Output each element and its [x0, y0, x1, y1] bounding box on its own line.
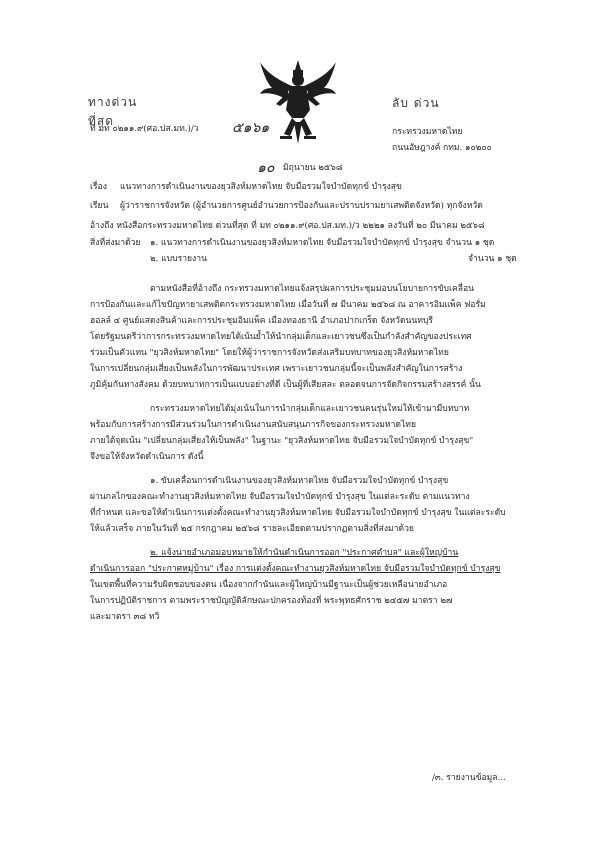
paragraph-1-line: โดยรัฐมนตรีว่าการกระทรวงมหาดไทยได้เน้นย้ำให้นำกลุ่มเด็กและเยาวชนซึ่งเป็นกำลังสำคัญของประเทศ	[90, 332, 472, 342]
paragraph-1-line: ในการเปลี่ยนกลุ่มเสี่ยงเป็นพลังในการพัฒนาประเทศ เพราะเยาวชนกลุ่มนี้จะเป็นพลังสำคัญในการสร้าง	[90, 364, 463, 374]
paragraph-3-line: ให้แล้วเสร็จ ภายในวันที่ ๒๕ กรกฎาคม ๒๕๖๘ รายละเอียดตามปรากฏตามสิ่งที่ส่งมาด้วย	[90, 524, 414, 534]
paragraph-2-line: พร้อมกับการสร้างการมีส่วนร่วมในการดำเนินงานสนับสนุนภารกิจของกระทรวงมหาดไทย	[90, 420, 417, 430]
paragraph-4-line: ในเขตพื้นที่ความรับผิดชอบของตน เนื่องจากกำนันและผู้ใหญ่บ้านมีฐานะเป็นผู้ช่วยเหลือนายอำเภอ	[90, 580, 448, 590]
paragraph-4-line: ในการปฏิบัติราชการ ตามพระราชบัญญัติลักษณะปกครองท้องที่ พระพุทธศักราช ๒๔๕๗ มาตรา ๒๗	[90, 596, 453, 606]
enclosure-label: สิ่งที่ส่งมาด้วย	[90, 238, 141, 248]
subject: แนวทางการดำเนินงานของยุวสิงห์มหาดไทย จับมือรวมใจบำบัดทุกข์ บำรุงสุข	[120, 182, 402, 192]
paragraph-1-line: ฮอลล์ ๔ ศูนย์แสดงสินค้าและการประชุมอิมแพ็ค เมืองทองธานี อำเภอปากเกร็ด จังหวัดนนทบุรี	[90, 316, 434, 326]
urgency-stamp: ทางด่วนที่สุด	[88, 95, 138, 128]
enclosure-item-2-qty: จำนวน ๑ ชุด	[468, 254, 517, 264]
paragraph-1-line: การป้องกันและแก้ไขปัญหายาเสพติดกระทรวงมหาดไทย เมื่อวันที่ ๗ มีนาคม ๒๕๖๘ ณ อาคารอิมแพ็ค ฟอรั่ม	[90, 300, 486, 310]
ministry-name: กระทรวงมหาดไทย	[392, 127, 463, 137]
paragraph-2-line: จึงขอให้จังหวัดดำเนินการ ดังนี้	[90, 452, 204, 462]
document-number-handwritten: ๕๑๖๑	[232, 120, 270, 136]
recipient: ผู้ว่าราชการจังหวัด (ผู้อำนวยการศูนย์อำนวยการป้องกันและปราบปรามยาเสพติดจังหวัด) ทุกจังหวัด	[120, 201, 483, 211]
paragraph-4-line: และมาตรา ๓๘ ทวิ	[90, 612, 160, 622]
date: มิถุนายน ๒๕๖๘	[283, 163, 343, 173]
paragraph-3-line: ๑. ขับเคลื่อนการดำเนินงานของยุวสิงห์มหาดไทย จับมือรวมใจบำบัดทุกข์ บำรุงสุข	[150, 476, 449, 486]
date-day-handwritten: ๑๐	[257, 160, 275, 176]
paragraph-1-line: ร่วมเป็นตัวแทน "ยุวสิงห์มหาดไทย" โดยให้ผู้ว่าราชการจังหวัดส่งเสริมบทบาทของยุวสิงห์มหาดไทย	[90, 348, 449, 358]
paragraph-4-line: ดำเนินการออก "ประกาศหมู่บ้าน" เรื่อง การแต่งตั้งคณะทำงานยุวสิงห์มหาดไทย จับมือรวมใจบำบัดทุกข์ บำรุงสุข	[90, 564, 501, 574]
paragraph-3-line: ผ่านกลไกของคณะทำงานยุวสิงห์มหาดไทย จับมือรวมใจบำบัดทุกข์ บำรุงสุข ในแต่ละระดับ ตามแนวทาง	[90, 492, 470, 502]
paragraph-4-line: ๒. แจ้งนายอำเภอมอบหมายให้กำนันดำเนินการออก "ประกาศตำบล" และผู้ใหญ่บ้าน	[150, 548, 459, 558]
paragraph-1-line: ตามหนังสือที่อ้างถึง กระทรวงมหาดไทยแจ้งสรุปผลการประชุมมอบนโยบายการขับเคลื่อน	[150, 284, 474, 294]
paragraph-2-line: กระทรวงมหาดไทยได้มุ่งเน้นในการนำกลุ่มเด็กและเยาวชนคนรุ่นใหม่ให้เข้ามามีบทบาท	[150, 404, 470, 414]
reference: อ้างถึง หนังสือกระทรวงมหาดไทย ด่วนที่สุด ที่ มท ๐๒๑๑.๙(ศอ.ปส.มท.)/ว ๒๒๒๑ ลงวันที่ ๒๐ มีนาคม ๒๕๖๘	[90, 221, 485, 231]
document-number: ที่ มท ๐๒๑๑.๙(ศอ.ปส.มท.)/ว	[90, 124, 199, 134]
paragraph-2-line: ภายใต้จุดเน้น "เปลี่ยนกลุ่มเสี่ยงให้เป็นพลัง" ในฐานะ "ยุวสิงห์มหาดไทย จับมือรวมใจบำบัดทุกข์ บำรุงสุข"	[90, 436, 474, 446]
enclosure-item-1: ๑. แนวทางการดำเนินงานของยุวสิงห์มหาดไทย จับมือรวมใจบำบัดทุกข์ บำรุงสุข จำนวน ๑ ชุด	[150, 238, 495, 248]
enclosure-item-2: ๒. แบบรายงาน	[150, 254, 207, 264]
continuation-marker: /๓. รายงานข้อมูล...	[432, 773, 506, 783]
paragraph-3-line: ที่กำหนด และขอให้ดำเนินการแต่งตั้งคณะทำงานยุวสิงห์มหาดไทย จับมือรวมใจบำบัดทุกข์ บำรุงสุข ในแต่ละระดับ	[90, 508, 506, 518]
paragraph-1-line: ภูมิคุ้มกันทางสังคม ด้วยบทบาทการเป็นแบบอย่างที่ดี เป็นผู้ที่เสียสละ ตลอดจนการจัดกิจกรรมสร้างสรรค์ นั้น	[90, 380, 481, 390]
confidential-stamp: ลับ ด่วน	[392, 96, 440, 110]
ministry-address: ถนนอัษฎางค์ กทม. ๑๐๒๐๐	[392, 143, 492, 153]
subject-label: เรื่อง	[90, 182, 107, 192]
to-label: เรียน	[90, 201, 109, 211]
garuda-emblem	[258, 58, 338, 146]
